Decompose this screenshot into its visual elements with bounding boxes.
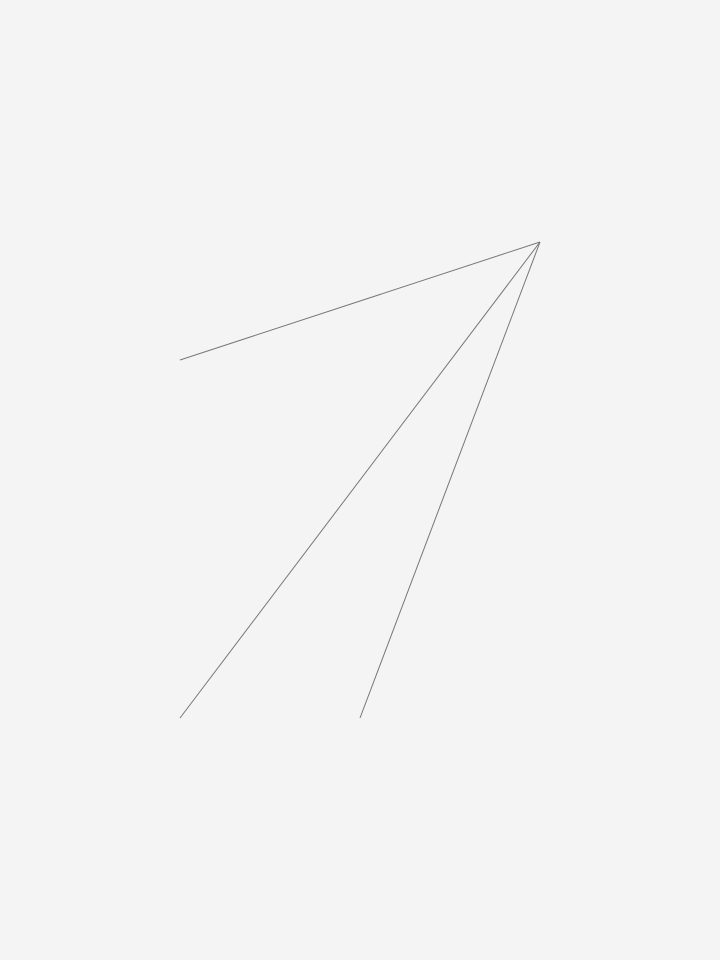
- aspect-line-1: [180, 242, 540, 360]
- aspect-line-3: [180, 242, 540, 718]
- aspect-line-2: [360, 242, 540, 718]
